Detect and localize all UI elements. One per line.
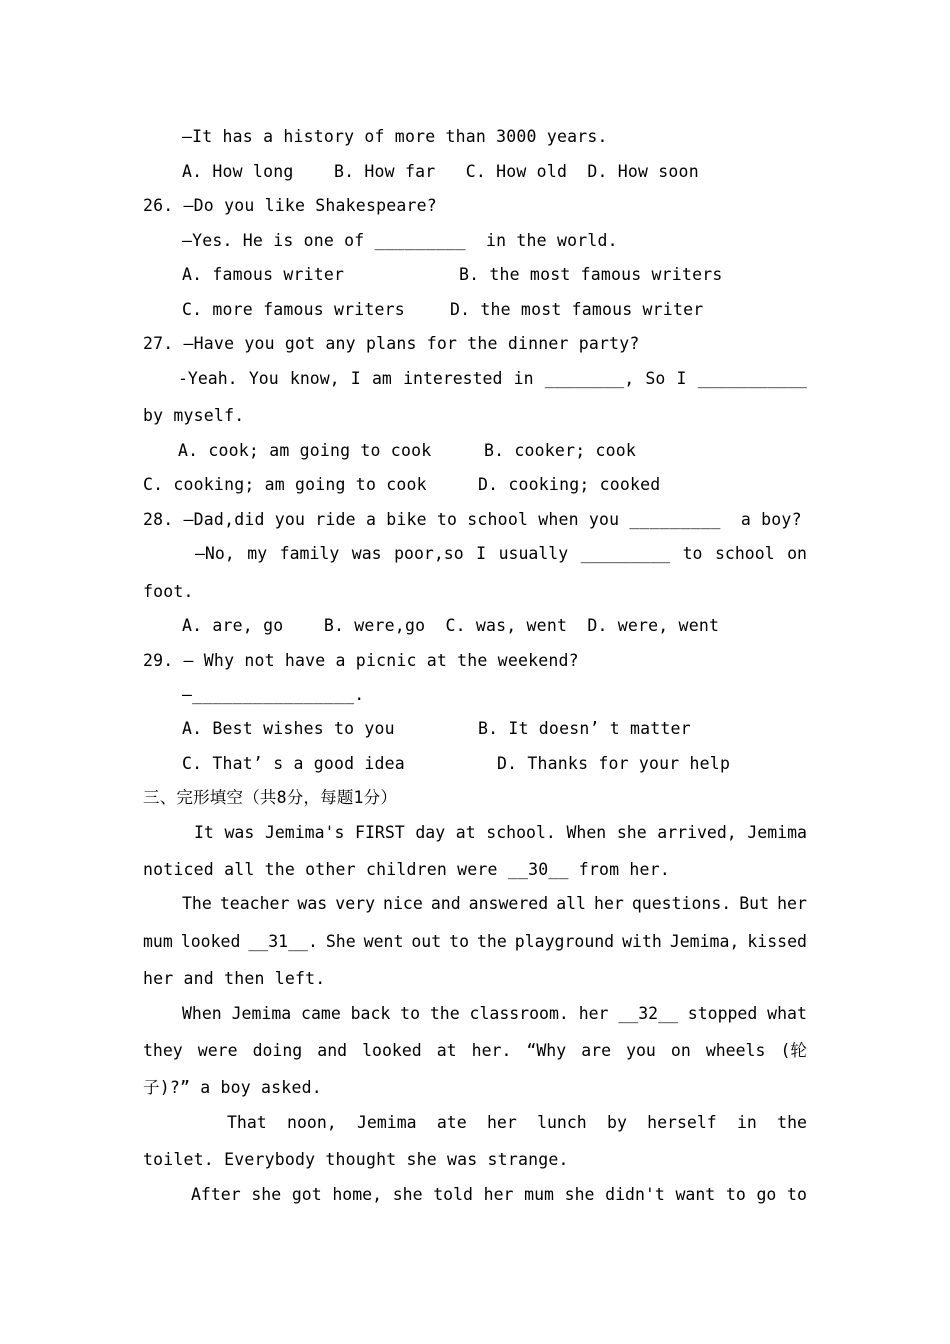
passage-paragraph-3-line-3: 子)?” a boy asked. — [143, 1078, 322, 1097]
word: am — [371, 369, 392, 388]
word: I — [676, 369, 687, 388]
passage-paragraph-4-line-2: toilet. Everybody thought she was strange. — [143, 1150, 569, 1169]
q27-answer-continuation: by myself. — [143, 406, 245, 425]
word: the — [429, 1004, 460, 1023]
word: go — [756, 1185, 777, 1204]
word: -Yeah. — [178, 369, 238, 388]
word: Jemima — [231, 1004, 292, 1023]
passage-paragraph-3-line-1 — [182, 1004, 807, 1024]
q27-answer-line — [178, 369, 807, 389]
word: my — [247, 544, 268, 563]
word: her — [578, 1004, 609, 1023]
word: ate — [436, 1113, 467, 1132]
word: was — [297, 894, 328, 913]
word: When — [566, 823, 607, 842]
word: It — [194, 823, 214, 842]
word: noon, — [287, 1113, 337, 1132]
word: But — [739, 894, 770, 913]
word: she — [616, 823, 647, 842]
word: __31__. — [248, 932, 318, 951]
word: I — [476, 544, 487, 563]
word: her — [483, 1185, 514, 1204]
word: lunch — [537, 1113, 587, 1132]
word: She — [325, 932, 356, 951]
word: to — [400, 1004, 421, 1023]
word: __32__ — [618, 1004, 678, 1023]
passage-paragraph-1-line-2: noticed all the other children were __30__ from her. — [143, 860, 670, 879]
word: her — [486, 1113, 517, 1132]
word: came — [301, 1004, 341, 1023]
word: you — [626, 1041, 656, 1060]
q26-option-a: A. famous writer — [182, 265, 345, 284]
word: her — [594, 894, 624, 913]
word: at — [436, 1041, 457, 1060]
word: to — [449, 932, 470, 951]
q29-option-a: A. Best wishes to you — [182, 719, 395, 738]
word: That — [227, 1113, 267, 1132]
q29-option-c: C. That’ s a good idea — [182, 754, 405, 773]
word: out — [411, 932, 442, 951]
word: very — [335, 894, 376, 913]
q27-option-a: A. cook; am going to cook — [178, 441, 432, 460]
word: the — [777, 1113, 807, 1132]
word: her. — [471, 1041, 512, 1060]
q28-answer-line — [195, 544, 807, 564]
passage-paragraph-5-line-1 — [191, 1185, 807, 1205]
word: want — [675, 1185, 716, 1204]
word: questions. — [631, 894, 732, 913]
word: After — [191, 1185, 241, 1204]
word: school — [715, 544, 775, 563]
word: got — [291, 1185, 322, 1204]
q27-option-b: B. cooker; cook — [484, 441, 637, 460]
word: with — [622, 932, 662, 951]
word: poor,so — [394, 544, 464, 563]
word: wheels — [705, 1041, 766, 1060]
word: her — [777, 894, 807, 913]
word: on — [670, 1041, 691, 1060]
word: I — [350, 369, 361, 388]
word: —No, — [195, 544, 235, 563]
q25-options: A. How long B. How far C. How old D. How soon — [182, 162, 699, 181]
word: didn't — [605, 1185, 665, 1204]
word: the — [477, 932, 507, 951]
word: FIRST — [355, 823, 405, 842]
word: back — [350, 1004, 391, 1023]
word: all — [556, 894, 586, 913]
word: she — [251, 1185, 282, 1204]
word: doing — [252, 1041, 303, 1060]
word: by — [607, 1113, 627, 1132]
word: school. — [486, 823, 556, 842]
word: teacher — [219, 894, 290, 913]
section-heading: 三、完形填空（共8分，每题1分） — [143, 788, 398, 807]
word: kissed — [747, 932, 807, 951]
word: know, — [289, 369, 340, 388]
passage-paragraph-2-line-2 — [143, 932, 807, 952]
word: what — [767, 1004, 807, 1023]
q25-answer-line: —It has a history of more than 3000 years. — [182, 127, 608, 146]
word: _________ — [580, 544, 671, 563]
word: they — [143, 1041, 183, 1060]
word: to — [725, 1185, 746, 1204]
q26-option-d: D. the most famous writer — [450, 300, 704, 319]
word: at — [455, 823, 476, 842]
q26-answer-line: —Yes. He is one of _________ in the world. — [182, 231, 618, 250]
q29-question: 29. — Why not have a picnic at the weekend? — [143, 651, 579, 670]
passage-paragraph-4-line-1 — [227, 1113, 807, 1133]
word: classroom. — [469, 1004, 569, 1023]
word: The — [182, 894, 212, 913]
word: playground — [514, 932, 615, 951]
word: When — [182, 1004, 222, 1023]
word: Jemima's — [264, 823, 345, 842]
passage-paragraph-3-line-2 — [143, 1041, 807, 1061]
word: ________, — [544, 369, 635, 388]
word: in — [513, 369, 534, 388]
word: (轮 — [780, 1041, 807, 1060]
word: “Why — [526, 1041, 567, 1060]
word: herself — [647, 1113, 717, 1132]
q26-option-c: C. more famous writers — [182, 300, 405, 319]
word: were — [197, 1041, 238, 1060]
word: Jemima, — [669, 932, 740, 951]
word: in — [737, 1113, 757, 1132]
word: So — [645, 369, 666, 388]
passage-paragraph-2-line-3: her and then left. — [143, 969, 326, 988]
word: was — [351, 544, 382, 563]
word: and — [317, 1041, 348, 1060]
word: she — [564, 1185, 595, 1204]
word: usually — [498, 544, 569, 563]
word: day — [415, 823, 446, 842]
word: stopped — [687, 1004, 758, 1023]
q26-question: 26. —Do you like Shakespeare? — [143, 196, 437, 215]
word: told — [433, 1185, 473, 1204]
word: ___________ — [697, 369, 807, 388]
q29-option-d: D. Thanks for your help — [497, 754, 731, 773]
q27-option-d: D. cooking; cooked — [478, 475, 661, 494]
q29-option-b: B. It doesn’ t matter — [478, 719, 691, 738]
word: You — [248, 369, 279, 388]
passage-paragraph-2-line-1 — [182, 894, 807, 914]
word: are — [581, 1041, 612, 1060]
word: home, — [332, 1185, 383, 1204]
word: on — [787, 544, 807, 563]
word: interested — [403, 369, 503, 388]
word: Jemima — [747, 823, 807, 842]
passage-paragraph-1-line-1 — [194, 823, 807, 843]
word: and — [430, 894, 461, 913]
word: she — [392, 1185, 423, 1204]
word: arrived, — [657, 823, 737, 842]
word: went — [363, 932, 404, 951]
word: Jemima — [356, 1113, 417, 1132]
word: family — [279, 544, 340, 563]
q27-question: 27. —Have you got any plans for the dinner party? — [143, 334, 640, 353]
word: mum — [143, 932, 173, 951]
word: looked — [180, 932, 241, 951]
word: mum — [524, 1185, 554, 1204]
word: to — [682, 544, 703, 563]
q28-answer-continuation: foot. — [143, 582, 194, 601]
word: was — [224, 823, 255, 842]
word: answered — [468, 894, 549, 913]
q28-options: A. are, go B. were,go C. was, went D. were, went — [182, 616, 720, 635]
word: nice — [383, 894, 423, 913]
q26-option-b: B. the most famous writers — [459, 265, 723, 284]
q29-answer-line: —________________. — [182, 685, 365, 704]
q27-option-c: C. cooking; am going to cook — [143, 475, 427, 494]
q28-question: 28. —Dad,did you ride a bike to school when you _________ a boy? — [143, 510, 802, 529]
word: to — [787, 1185, 807, 1204]
word: looked — [362, 1041, 422, 1060]
